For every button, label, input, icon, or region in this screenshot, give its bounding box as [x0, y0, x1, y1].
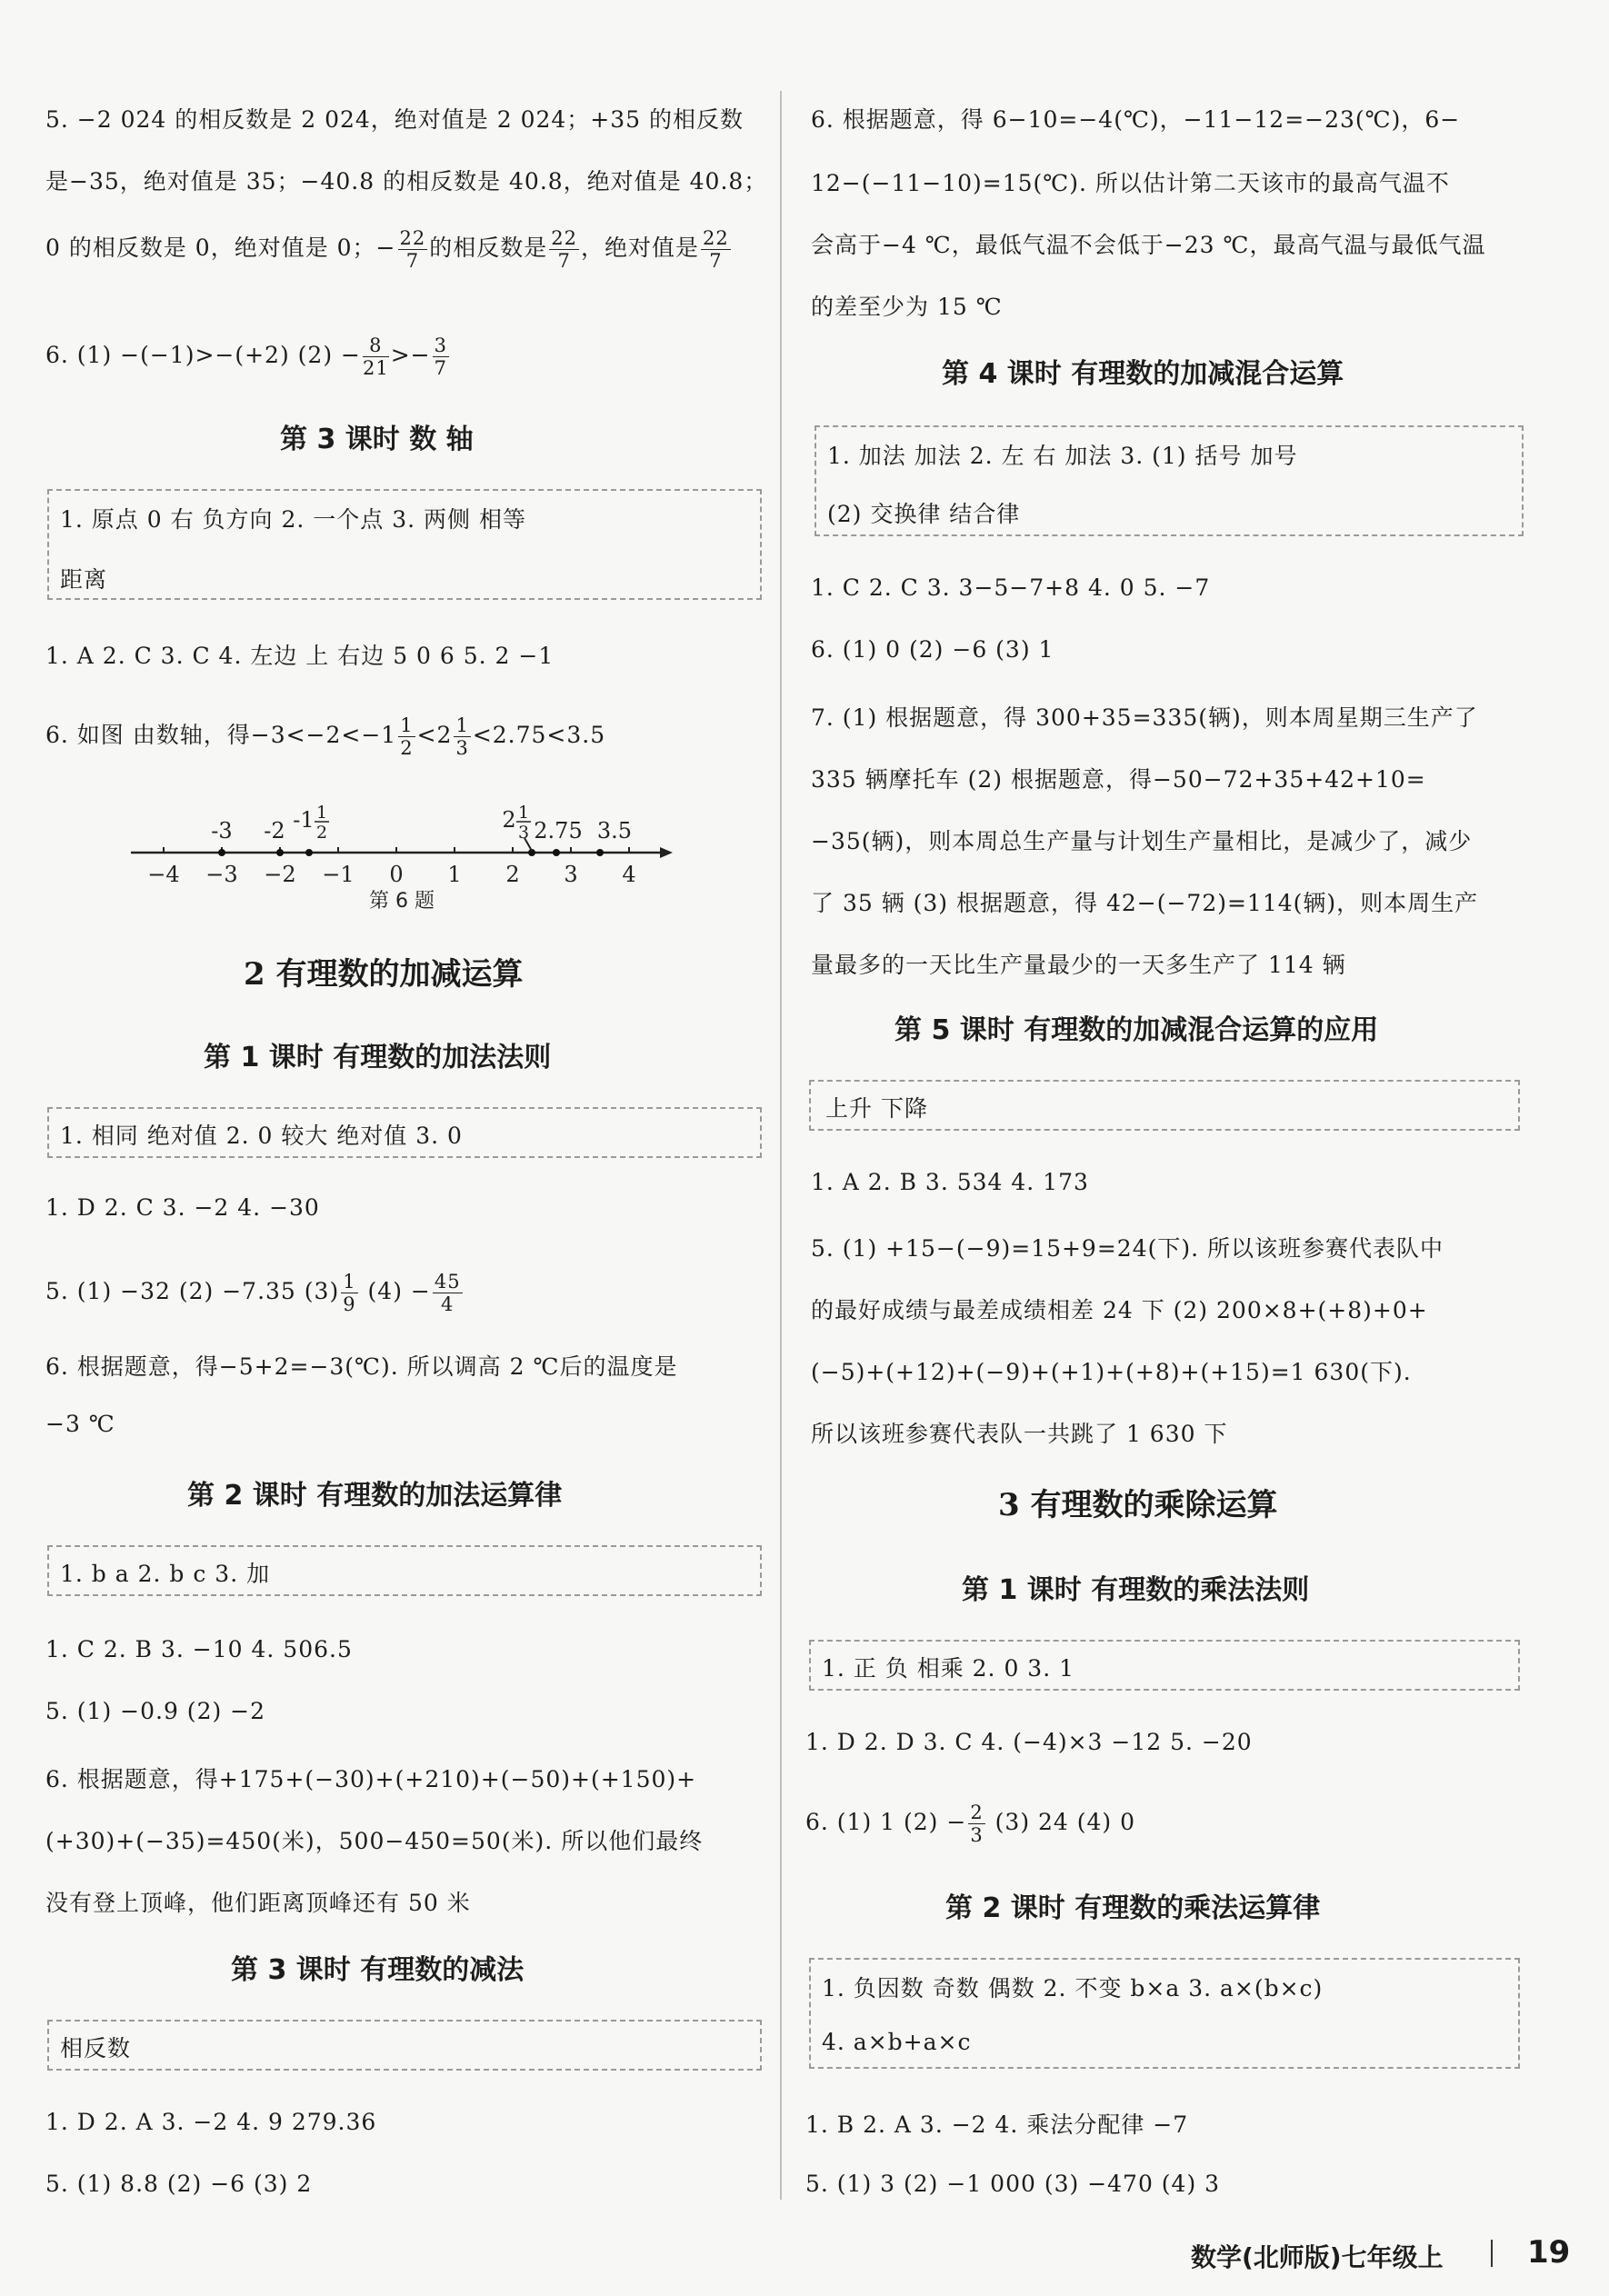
fraction: $\frac{22}{7}$: [551, 227, 577, 272]
footer-separator: [1491, 2240, 1493, 2267]
l1-ex-line3: 6. 根据题意，得−5+2=−3(℃). 所以调高 2 ℃后的温度是: [45, 1353, 678, 1380]
point-neg2: [276, 849, 284, 856]
r-q6-line2: 12−(−11−10)=15(℃). 所以估计第二天该市的最高气温不: [811, 170, 1450, 196]
l2-ex-line4: (+30)+(−35)=450(米)，500−450=50(米). 所以他们最终: [45, 1828, 704, 1854]
fraction: $\frac{2}{3}$: [970, 1802, 984, 1846]
q5-line2: 是−35，绝对值是 35；−40.8 的相反数是 40.8，绝对值是 40.8；: [45, 168, 768, 195]
l4-ex-line1: 1. C 2. C 3. 3−5−7+8 4. 0 5. −7: [811, 574, 1211, 601]
m1-ex-line2: 6. (1) 1 (2) − $\frac{2}{3}$ (3) 24 (4) 0: [805, 1802, 1136, 1846]
l4-ex-line7: 量最多的一天比生产量最少的一天多生产了 114 辆: [811, 952, 1346, 978]
box5-line2: (2) 交换律 结合律: [827, 501, 1021, 527]
l5-ex-line2: 5. (1) +15−(−9)=15+9=24(下). 所以该班参赛代表队中: [811, 1235, 1444, 1262]
fraction: $\frac{1}{3}$: [455, 714, 469, 759]
box5-line1: 1. 加法 加法 2. 左 右 加法 3. (1) 括号 加号: [827, 443, 1298, 469]
fraction: $\frac{22}{7}$: [703, 227, 729, 272]
l4-ex-line4: 335 辆摩托车 (2) 根据题意，得−50−72+35+42+10=: [811, 766, 1426, 793]
frac-num: 1: [517, 803, 530, 823]
mult-lesson2-title: 第 2 课时 有理数的乘法运算律: [945, 1892, 1321, 1924]
section2-title: 2 有理数的加减运算: [244, 956, 524, 993]
lesson1-title: 第 1 课时 有理数的加法法则: [204, 1042, 552, 1073]
tick-label: −4: [147, 862, 180, 887]
lesson3-title: 第 3 课时 数 轴: [280, 424, 474, 455]
frac-num: 1: [315, 803, 328, 823]
tick-label: 0: [389, 862, 404, 887]
l3-ex-line1: 1. D 2. A 3. −2 4. 9 279.36: [45, 2109, 377, 2135]
l5-ex-line4: (−5)+(+12)+(−9)+(+1)+(+8)+(+15)=1 630(下).: [811, 1359, 1412, 1385]
fraction: $\frac{45}{4}$: [434, 1271, 461, 1315]
l2-ex-line5: 没有登上顶峰，他们距离顶峰还有 50 米: [45, 1890, 471, 1916]
point-label: 3.5: [596, 818, 633, 844]
box1-line1: 1. 原点 0 右 负方向 2. 一个点 3. 两侧 相等: [60, 506, 526, 533]
l5-ex-line5: 所以该班参赛代表队一共跳了 1 630 下: [811, 1421, 1228, 1447]
box3-line: 1. b a 2. b c 3. 加: [60, 1561, 271, 1587]
figure-caption: 第 6 题: [369, 890, 435, 913]
q6-line: 6. (1) −(−1)>−(+2) (2) − $\frac{8}{21}$ >− $\frac{3}{7}$: [45, 334, 447, 379]
tick-label: −3: [205, 862, 238, 887]
box8-line1: 1. 负因数 奇数 偶数 2. 不变 b×a 3. a×(b×c): [822, 1975, 1324, 2002]
mult-lesson1-title: 第 1 课时 有理数的乘法法则: [962, 1574, 1310, 1606]
point-3-5: [596, 849, 604, 856]
ex-line1: 1. A 2. C 3. C 4. 左边 上 右边 5 0 6 5. 2 −1: [45, 643, 555, 669]
l1-ex-line2: 5. (1) −32 (2) −7.35 (3) $\frac{1}{9}$ (4) − $\frac{45}{4}$: [45, 1271, 461, 1315]
axis-arrow: [660, 847, 673, 858]
column-divider: [780, 91, 782, 2200]
point-neg3: [218, 849, 225, 856]
fraction: $\frac{8}{21}$: [362, 334, 389, 379]
l4-ex-line3: 7. (1) 根据题意，得 300+35=335(辆)，则本周星期三生产了: [811, 704, 1478, 731]
lesson4-title: 第 4 课时 有理数的加减混合运算: [942, 358, 1344, 390]
r-q6-line4: 的差至少为 15 ℃: [811, 294, 1003, 320]
box7-line: 1. 正 负 相乘 2. 0 3. 1: [822, 1655, 1074, 1682]
tick-label: 1: [447, 862, 462, 887]
box6-line: 上升 下降: [825, 1095, 928, 1122]
l4-ex-line6: 了 35 辆 (3) 根据题意，得 42−(−72)=114(辆)，则本周生产: [811, 890, 1479, 916]
box1-line2: 距离: [60, 566, 108, 593]
fraction: $\frac{1}{2}$: [400, 714, 414, 759]
l3-ex-line2: 5. (1) 8.8 (2) −6 (3) 2: [45, 2171, 313, 2197]
lesson2-title: 第 2 课时 有理数的加法运算律: [187, 1480, 563, 1512]
box2-line: 1. 相同 绝对值 2. 0 较大 绝对值 3. 0: [60, 1123, 463, 1149]
point-2-75: [553, 849, 560, 856]
q5-line1: 5. −2 024 的相反数是 2 024，绝对值是 2 024；+35 的相反数: [45, 106, 745, 133]
fraction: $\frac{22}{7}$: [399, 227, 426, 272]
l1-ex-line1: 1. D 2. C 3. −2 4. −30: [45, 1194, 320, 1221]
tick-label: 2: [505, 862, 520, 887]
fraction: $\frac{1}{9}$: [343, 1271, 356, 1315]
box8-line2: 4. a×b+a×c: [822, 2029, 972, 2055]
knowledge-box-4: [47, 2020, 762, 2071]
l4-ex-line2: 6. (1) 0 (2) −6 (3) 1: [811, 636, 1054, 663]
l2-ex-line1: 1. C 2. B 3. −10 4. 506.5: [45, 1636, 353, 1662]
lesson3b-title: 第 3 课时 有理数的减法: [231, 1954, 525, 1986]
tick-label: 4: [622, 862, 636, 887]
ex-line2: 6. 如图 由数轴，得−3<−2<−1 $\frac{1}{2}$ <2 $\frac{1}{3}$ <2.75<3.5: [45, 714, 606, 759]
tick-label: −1: [322, 862, 355, 887]
point-label: -3: [211, 818, 233, 844]
page-number: 19: [1527, 2234, 1571, 2271]
l1-ex-line4: −3 ℃: [45, 1411, 115, 1437]
l5-ex-line1: 1. A 2. B 3. 534 4. 173: [811, 1169, 1089, 1195]
section3-title: 3 有理数的乘除运算: [998, 1487, 1278, 1523]
point-label: 2.75: [534, 818, 583, 844]
point-label: -2: [264, 818, 285, 844]
tick-label: −2: [264, 862, 296, 887]
r-q6-line1: 6. 根据题意，得 6−10=−4(℃)，−11−12=−23(℃)，6−: [811, 106, 1461, 133]
m1-ex-line1: 1. D 2. D 3. C 4. (−4)×3 −12 5. −20: [805, 1729, 1253, 1755]
point-label: 2: [502, 807, 516, 833]
l5-ex-line3: 的最好成绩与最差成绩相差 24 下 (2) 200×8+(+8)+0+: [811, 1297, 1428, 1323]
point-label: -1: [293, 807, 315, 833]
point-neg1-5: [305, 849, 313, 856]
lesson5-title: 第 5 课时 有理数的加减混合运算的应用: [894, 1014, 1379, 1046]
l2-ex-line2: 5. (1) −0.9 (2) −2: [45, 1698, 266, 1724]
m2-ex-line2: 5. (1) 3 (2) −1 000 (3) −470 (4) 3: [805, 2171, 1221, 2197]
l4-ex-line5: −35(辆)，则本周总生产量与计划生产量相比，是减少了，减少: [811, 828, 1473, 854]
number-line-figure: [118, 800, 700, 918]
footer-book-title: 数学(北师版)七年级上: [1191, 2242, 1444, 2272]
m2-ex-line1: 1. B 2. A 3. −2 4. 乘法分配律 −7: [805, 2111, 1189, 2138]
frac-den: 2: [315, 823, 328, 843]
box4-line: 相反数: [60, 2035, 132, 2061]
tick-label: 3: [564, 862, 578, 887]
r-q6-line3: 会高于−4 ℃，最低气温不会低于−23 ℃，最高气温与最低气温: [811, 232, 1486, 258]
q5-line3: 0 的相反数是 0，绝对值是 0；− $\frac{22}{7}$ 的相反数是 $\frac{22}{7}$ ，绝对值是 $\frac{22}{7}$: [45, 227, 729, 272]
frac-den: 3: [517, 823, 530, 843]
l2-ex-line3: 6. 根据题意，得+175+(−30)+(+210)+(−50)+(+150)+: [45, 1766, 697, 1792]
fraction: $\frac{3}{7}$: [434, 334, 447, 379]
